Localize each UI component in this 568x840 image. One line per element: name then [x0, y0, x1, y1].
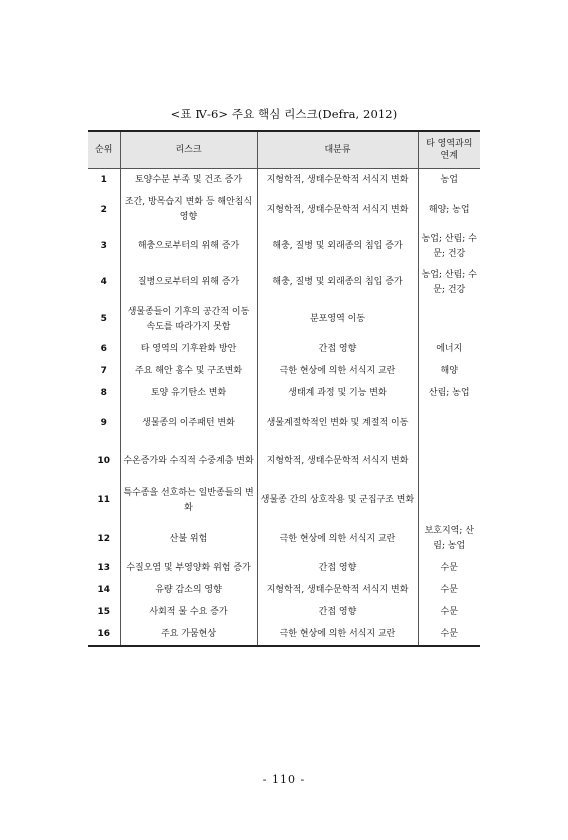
table-row — [88, 383, 480, 405]
cell-link: 수문 — [440, 563, 458, 573]
cell-rank: 3 — [88, 229, 120, 265]
header-category: 대분류 — [257, 131, 418, 169]
cell-risk: 생물종의 이주패턴 변화 — [120, 405, 257, 443]
cell-link: 보호지역; 산림; 농업 — [424, 526, 474, 551]
cell-category: 지형학적, 생태수문학적 서식지 변화 — [257, 580, 418, 602]
table-row — [88, 521, 480, 558]
cell-risk: 주요 가뭄현상 — [120, 624, 257, 646]
cell-risk: 산불 위험 — [120, 521, 257, 558]
page-number: - 110 - — [262, 773, 306, 786]
header-link: 타 영역과의 연계 — [418, 131, 480, 169]
cell-risk: 주요 해안 홍수 및 구조변화 — [120, 361, 257, 383]
cell-rank: 8 — [88, 383, 120, 405]
table-row — [88, 405, 480, 443]
cell-link: 농업; 산림; 수문; 건강 — [421, 269, 477, 295]
cell-risk: 해충으로부터의 위해 증가 — [120, 229, 257, 265]
cell-rank: 16 — [88, 624, 120, 646]
cell-risk: 수질오염 및 부영양화 위험 증가 — [120, 558, 257, 580]
cell-rank: 2 — [88, 192, 120, 229]
cell-link: 농업 — [440, 174, 458, 185]
cell-rank: 5 — [88, 301, 120, 339]
cell-category: 생물종 간의 상호작용 및 군집구조 변화 — [257, 481, 418, 521]
cell-link: 해양; 농업 — [428, 204, 470, 215]
cell-category: 지형학적, 생태수문학적 서식지 변화 — [257, 192, 418, 229]
header-rank: 순위 — [88, 131, 120, 169]
cell-rank: 13 — [88, 558, 120, 580]
cell-link: 해양 — [440, 366, 458, 376]
cell-category: 해충, 질병 및 외래종의 침입 증가 — [257, 265, 418, 301]
table-row — [88, 481, 480, 521]
cell-rank: 9 — [88, 405, 120, 443]
table-row — [88, 624, 480, 646]
table-header-row — [88, 131, 480, 169]
cell-risk: 조간, 방목습지 변화 등 해안침식 영향 — [120, 192, 257, 229]
cell-rank: 6 — [88, 339, 120, 361]
cell-risk: 수온증가와 수직적 수중계층 변화 — [120, 443, 257, 481]
table-row — [88, 192, 480, 229]
table-row — [88, 602, 480, 624]
table-row — [88, 265, 480, 301]
cell-risk: 사회적 물 수요 증가 — [120, 602, 257, 624]
table-caption: <표 Ⅳ-6> 주요 핵심 리스크(Defra, 2012) — [170, 107, 398, 121]
cell-rank: 11 — [88, 481, 120, 521]
cell-category: 간접 영향 — [257, 339, 418, 361]
cell-rank: 12 — [88, 521, 120, 558]
cell-link: 수문 — [440, 585, 458, 595]
cell-category: 극한 현상에 의한 서식지 교란 — [257, 624, 418, 646]
cell-rank: 10 — [88, 443, 120, 481]
cell-risk: 유량 감소의 영향 — [120, 580, 257, 602]
cell-link: 산림; 농업 — [428, 388, 470, 398]
cell-link: 수문 — [418, 624, 480, 646]
cell-category: 해충, 질병 및 외래종의 침입 증가 — [257, 229, 418, 265]
cell-rank: 1 — [88, 169, 120, 192]
cell-link — [418, 301, 480, 339]
cell-rank: 15 — [88, 602, 120, 624]
cell-risk: 토양 유기탄소 변화 — [120, 383, 257, 405]
cell-rank: 7 — [88, 361, 120, 383]
cell-link — [418, 405, 480, 443]
cell-risk: 생물종들이 기후의 공간적 이동 속도를 따라가지 못함 — [120, 301, 257, 339]
table-row — [88, 361, 480, 383]
table-row — [88, 169, 480, 192]
cell-category: 간접 영향 — [257, 558, 418, 580]
cell-rank: 14 — [88, 580, 120, 602]
cell-rank: 4 — [88, 265, 120, 301]
cell-risk: 타 영역의 기후완화 방안 — [120, 339, 257, 361]
cell-link — [418, 443, 480, 481]
cell-link — [418, 481, 480, 521]
cell-link: 수문 — [440, 607, 458, 617]
cell-risk: 특수종을 선호하는 일반종들의 변화 — [120, 481, 257, 521]
cell-link: 에너지 — [436, 344, 463, 354]
table-row — [88, 443, 480, 481]
cell-category: 극한 현상에 의한 서식지 교란 — [257, 361, 418, 383]
table-row — [88, 339, 480, 361]
risk-table — [88, 130, 480, 647]
table-row — [88, 229, 480, 265]
table-row — [88, 301, 480, 339]
table-row — [88, 558, 480, 580]
table-body — [88, 169, 480, 646]
cell-category: 극한 현상에 의한 서식지 교란 — [257, 521, 418, 558]
cell-category: 지형학적, 생태수문학적 서식지 변화 — [257, 169, 418, 192]
cell-risk: 질병으로부터의 위해 증가 — [120, 265, 257, 301]
header-risk: 리스크 — [120, 131, 257, 169]
cell-link: 농업; 산림; 수문; 건강 — [421, 233, 477, 259]
cell-risk: 토양수분 부족 및 건조 증가 — [120, 169, 257, 192]
cell-category: 생태계 과정 및 기능 변화 — [257, 383, 418, 405]
cell-category: 지형학적, 생태수문학적 서식지 변화 — [257, 443, 418, 481]
cell-category: 분포영역 이동 — [257, 301, 418, 339]
table-row — [88, 580, 480, 602]
cell-category: 간접 영향 — [257, 602, 418, 624]
cell-category: 생물계절학적인 변화 및 계절적 이동 — [257, 405, 418, 443]
